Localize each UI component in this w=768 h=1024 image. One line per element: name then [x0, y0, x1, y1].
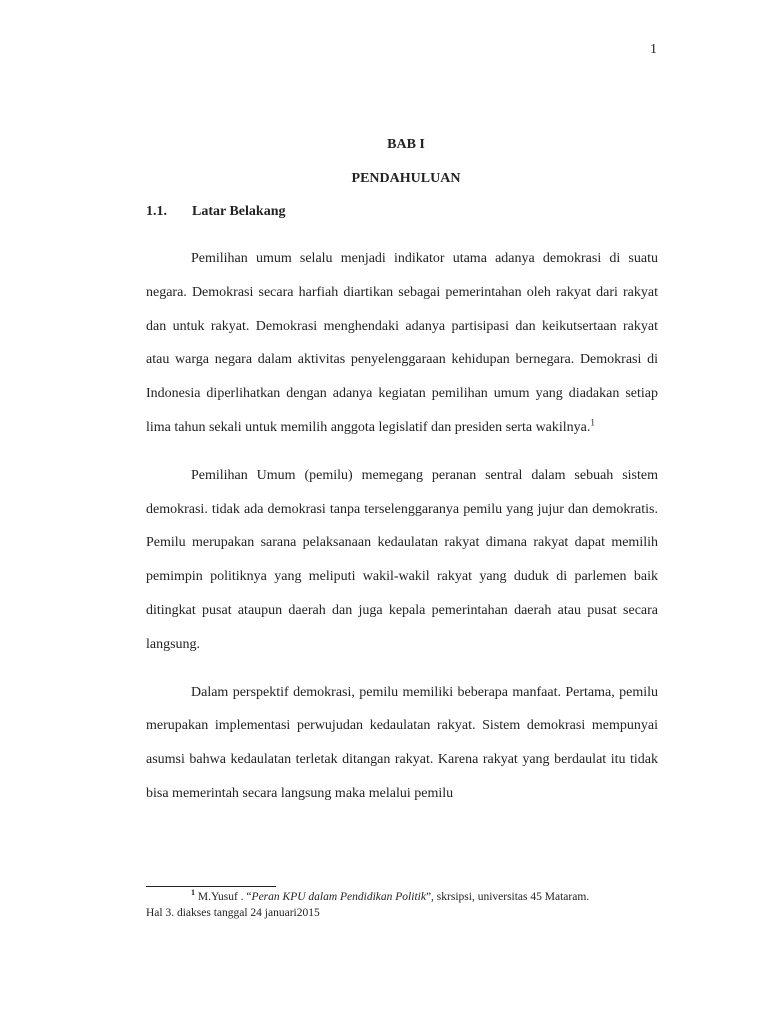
paragraph	[146, 676, 658, 811]
footnote-separator	[146, 886, 276, 887]
footnote-line-1	[146, 889, 658, 905]
footnote-number: 1	[191, 888, 195, 898]
section-title: Latar Belakang	[192, 204, 286, 219]
paragraph	[146, 242, 658, 445]
footnote-source: ”, skrsipsi, universitas 45 Mataram.	[425, 891, 590, 903]
body-text	[146, 242, 658, 825]
section-number: 1.1.	[146, 204, 167, 219]
footnote-line-2: Hal 3. diakses tanggal 24 januari2015	[146, 907, 320, 919]
paragraph	[146, 459, 658, 662]
page-number: 1	[650, 42, 657, 57]
paragraph-text: Pemilihan Umum (pemilu) memegang peranan sentral dalam sebuah sistem demokrasi. tidak ada demokrasi tanpa terselenggaranya pemilu yang jujur dan demokratis. Pemilu merupakan sarana pelaksanaan kedaulatan rakyat dimana rakyat dapat memilih pemimpin politiknya yang meliputi wakil-wakil rakyat yang duduk di parlemen baik ditingkat pusat ataupun daerah dan juga kepala pemerintahan daerah atau pusat secara langsung.	[146, 467, 658, 652]
footnote	[146, 889, 658, 921]
footnote-author: M.Yusuf . “	[197, 891, 252, 903]
chapter-label: BAB I	[387, 137, 425, 152]
chapter-title: PENDAHULUAN	[351, 171, 461, 186]
footnote-title: Peran KPU dalam Pendidikan Politik	[251, 891, 426, 903]
paragraph-text: Pemilihan umum selalu menjadi indikator utama adanya demokrasi di suatu negara. Demokrasi secara harfiah diartikan sebagai pemerintahan oleh rakyat dari rakyat dan untuk rakyat. Demokrasi menghendaki adanya partisipasi dan keikutsertaan rakyat atau warga negara dalam aktivitas penyelenggaraan kehidupan bernegara. Demokrasi di Indonesia diperlihatkan dengan adanya kegiatan pemilihan umum yang diadakan setiap lima tahun sekali untuk memilih anggota legislatif dan presiden serta wakilnya.	[146, 251, 658, 435]
paragraph-text: Dalam perspektif demokrasi, pemilu memiliki beberapa manfaat. Pertama, pemilu merupakan implementasi perwujudan kedaulatan rakyat. Sistem demokrasi mempunyai asumsi bahwa kedaulatan terletak ditangan rakyat. Karena rakyat yang berdaulat itu tidak bisa memerintah secara langsung maka melalui pemilu	[146, 684, 658, 801]
footnote-reference[interactable]: 1	[590, 417, 595, 428]
section-heading	[146, 204, 285, 220]
